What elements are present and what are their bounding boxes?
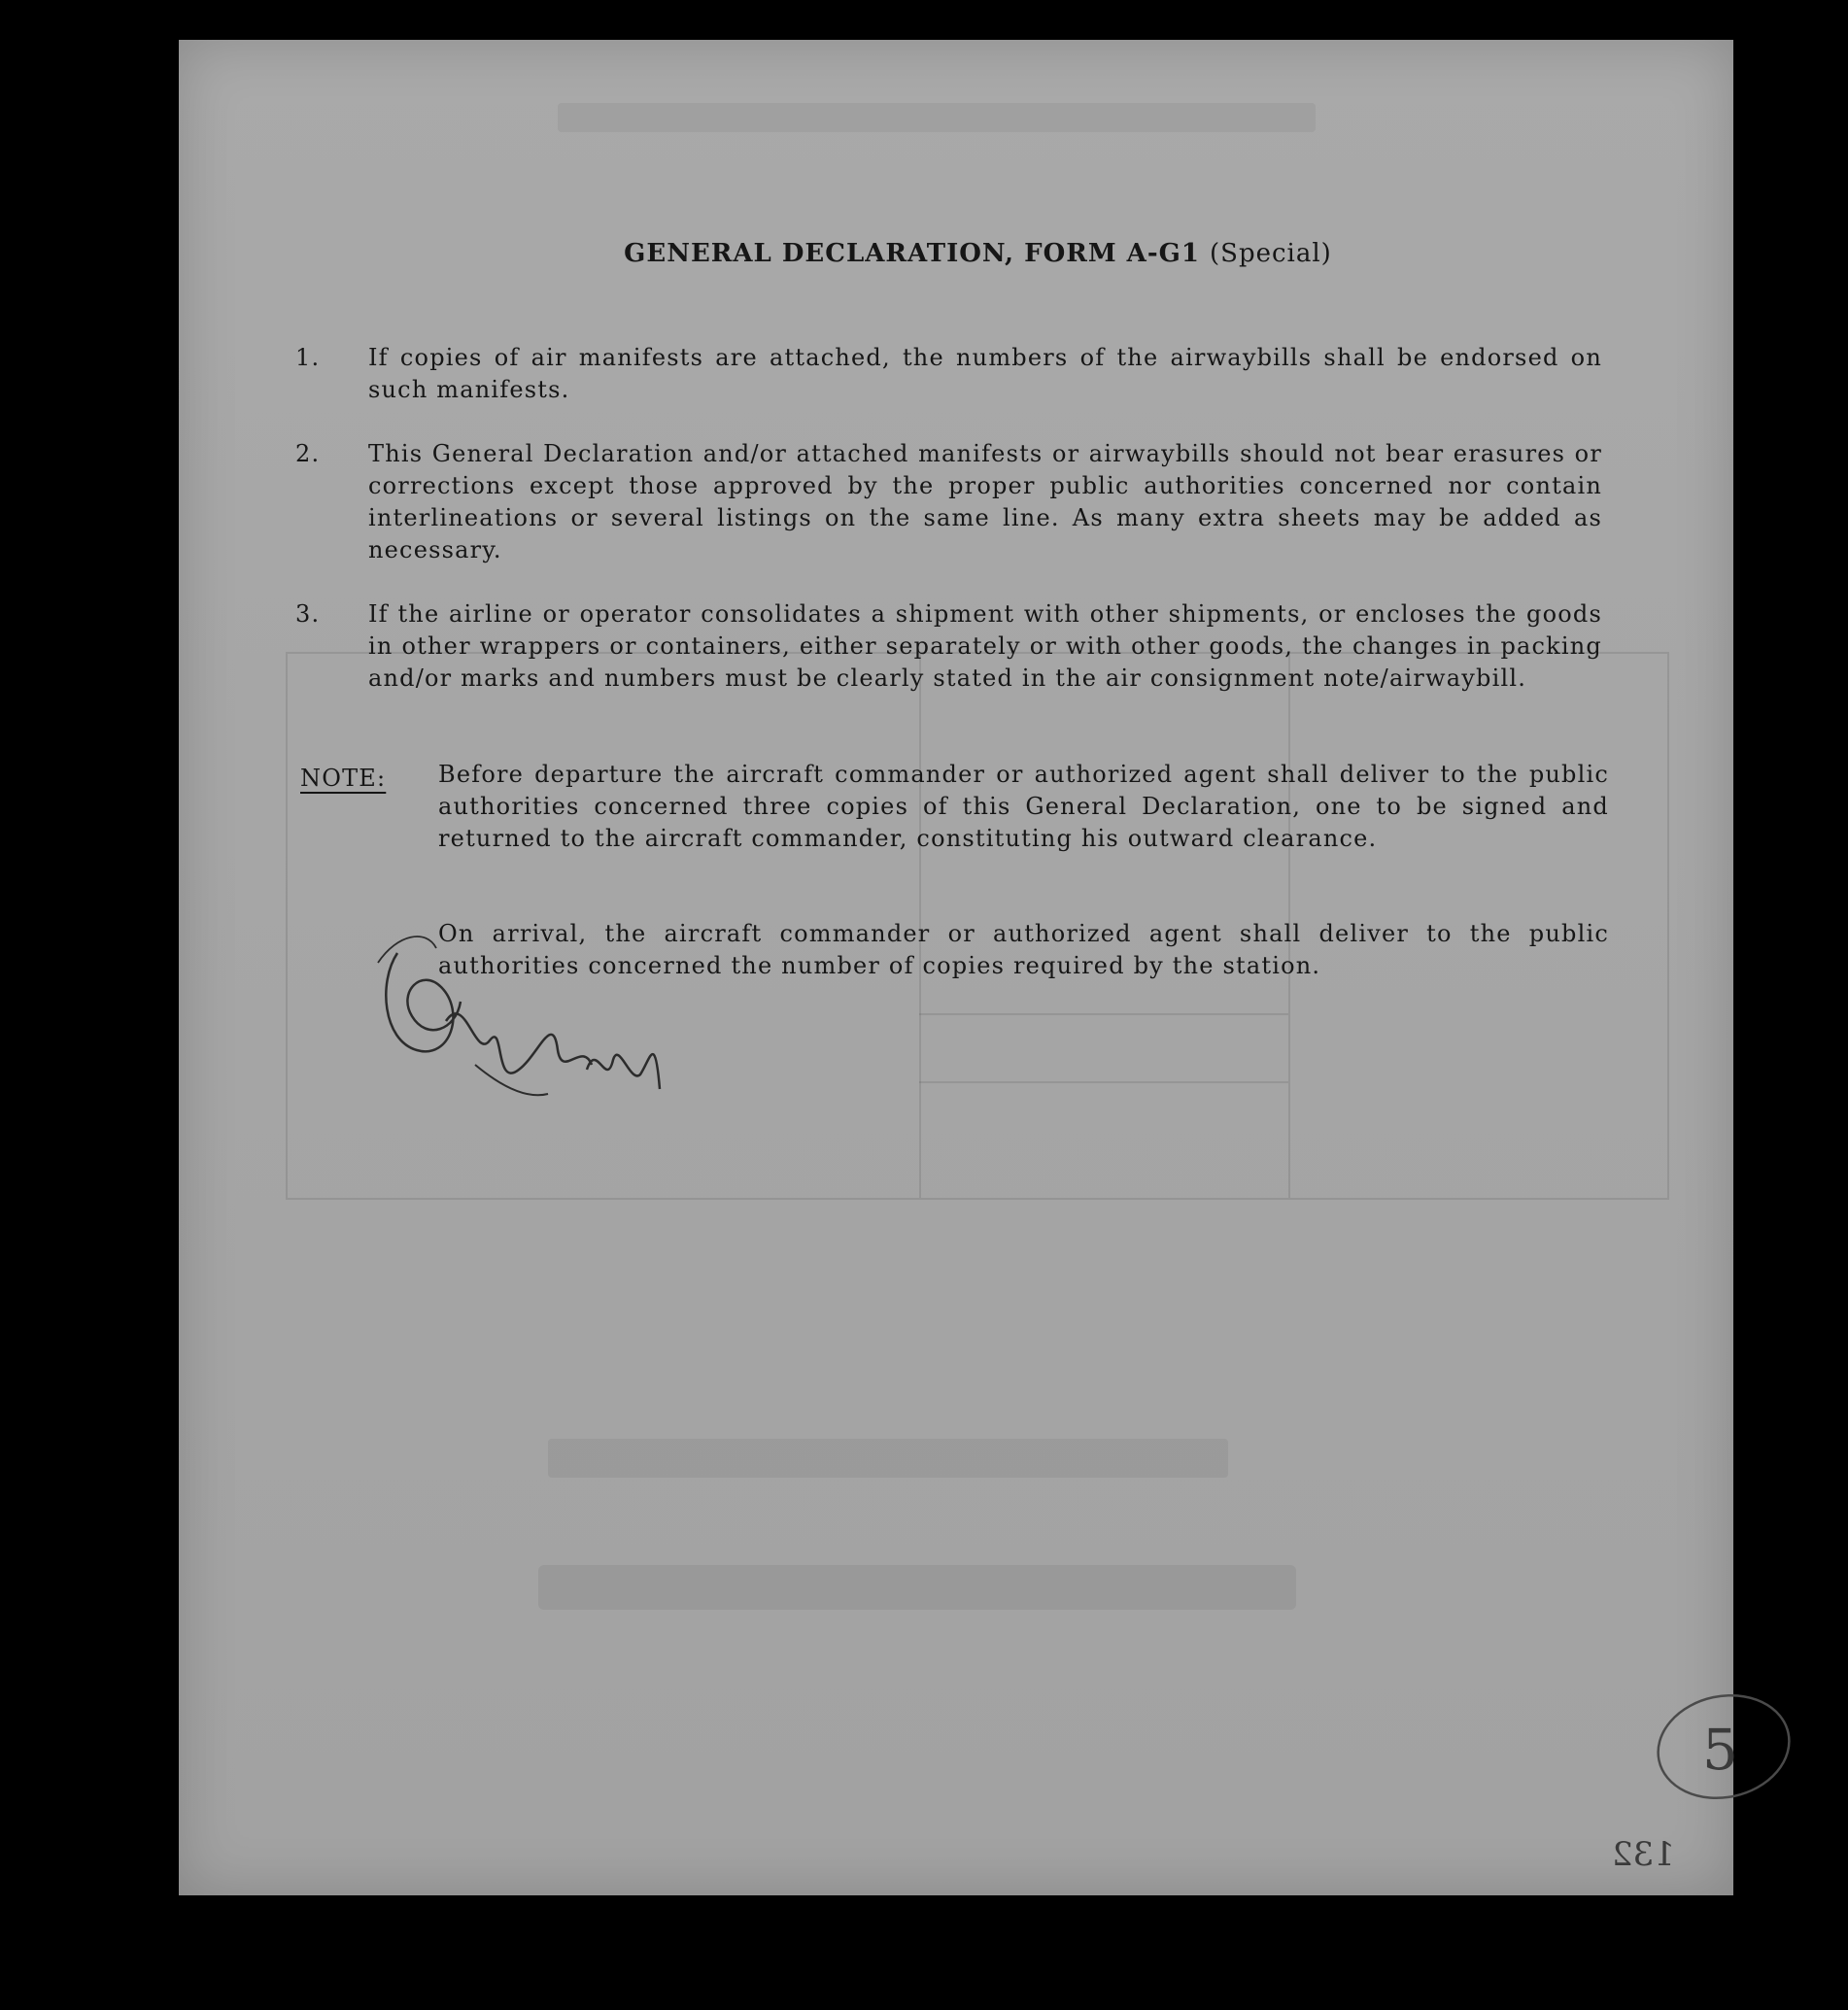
handwritten-signature [359, 895, 689, 1138]
item-number: 1. [295, 344, 321, 371]
page-number: 132 [1612, 1835, 1675, 1874]
instruction-item [295, 438, 1602, 566]
show-through-header [558, 103, 1316, 132]
item-text: If copies of air manifests are attached, the numbers of the airwaybills shall be endorsed on such manifests. [368, 344, 1602, 403]
show-through-line [919, 1081, 1288, 1083]
note-paragraph-arrival: On arrival, the aircraft commander or authorized agent shall deliver to the public authorities concerned the number of copies required by the station. [438, 920, 1609, 979]
title-main: GENERAL DECLARATION, FORM A-G1 [624, 239, 1200, 268]
item-text: This General Declaration and/or attached manifests or airwaybills should not bear erasures or corrections except those approved by the proper public authorities concerned nor contain interlineations or several listings on the same line. As many extra sheets may be added as necessary. [368, 440, 1602, 563]
circled-number-mark [1646, 1686, 1811, 1813]
item-number: 3. [295, 600, 321, 628]
show-through-title [538, 1565, 1296, 1610]
show-through-subtitle [548, 1439, 1228, 1478]
note-label: NOTE: [300, 765, 387, 792]
document-sheet [179, 40, 1738, 1895]
item-number: 2. [295, 440, 321, 467]
circled-number-text: 5 [1702, 1717, 1738, 1783]
note-paragraph-departure: Before departure the aircraft commander or authorized agent shall deliver to the public authorities concerned three copies of this General Declaration, one to be signed and returned to the aircraft commander, constituting his outward clearance. [438, 761, 1609, 852]
title-qualifier: (Special) [1210, 239, 1332, 268]
show-through-line [919, 1013, 1288, 1015]
item-text: If the airline or operator consolidates a shipment with other shipments, or encloses the goods in other wrappers or containers, either separately or with other goods, the changes in packing and/or marks and numbers must be clearly stated in the air consignment note/airwaybill. [368, 600, 1602, 692]
instruction-item [295, 598, 1602, 695]
document-title [179, 239, 1733, 268]
instruction-item [295, 342, 1602, 406]
